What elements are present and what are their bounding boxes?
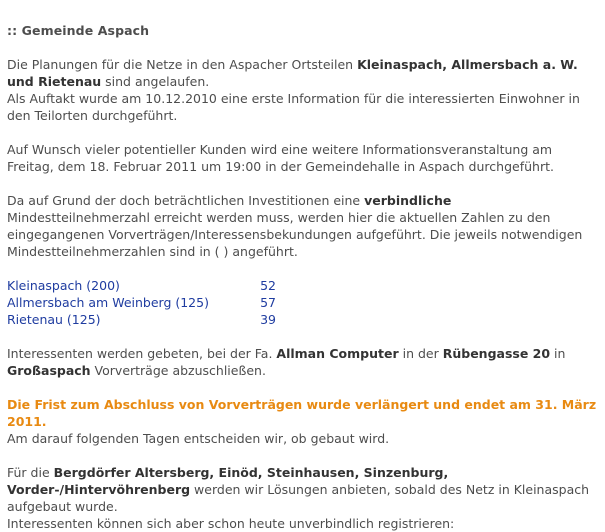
deadline-paragraph [7, 396, 598, 447]
list-item-value: 52 [260, 278, 276, 293]
p6-villages: Bergdörfer Altersberg, Einöd, Steinhausen, Sinzenburg, Vorder-/Hintervöhrenberg [7, 465, 449, 497]
p4-company: Allman Computer [276, 346, 399, 361]
p1-text-a: Die Planungen für die Netze in den Aspacher Ortsteilen [7, 57, 358, 72]
list-item [7, 294, 598, 311]
p3-text-a: Da auf Grund der doch beträchtlichen Investitionen eine [7, 193, 365, 208]
p4-street: Rübengasse 20 [442, 346, 551, 361]
p3-binding: verbindliche [364, 193, 452, 208]
list-item [7, 277, 598, 294]
list-item-value: 39 [260, 312, 276, 327]
page-title: :: Gemeinde Aspach [7, 23, 150, 38]
event-paragraph: Auf Wunsch vieler potentieller Kunden wird eine weitere Informationsveranstaltung am Freitag, dem 18. Februar 2011 um 19:00 in der Gemeindehalle in Aspach durchgeführt. [7, 142, 554, 174]
villages-paragraph [7, 464, 598, 532]
p4-text-e: in [550, 346, 566, 361]
p3-text-c: Mindestteilnehmerzahl erreicht werden muss, werden hier die aktuellen Zahlen zu den eingegangenen Vorverträgen/Interessensbekundungen aufgeführt. Die jeweils notwendigen Mindestteilnehmerzahlen sind in ( ) angeführt. [7, 210, 583, 259]
list-item-name: Allmersbach am Weinberg (125) [7, 295, 209, 310]
subscriber-count-list [7, 277, 598, 328]
p1-text-c: sind angelaufen. [101, 74, 210, 89]
p4-town: Großaspach [7, 363, 91, 378]
list-item-value: 57 [260, 295, 276, 310]
p6-text-d: Interessenten können sich aber schon heute unverbindlich registrieren: [7, 516, 455, 531]
deadline-rest: Am darauf folgenden Tagen entscheiden wir, ob gebaut wird. [7, 431, 390, 446]
deadline-highlight: Die Frist zum Abschluss von Vorverträgen wurde verlängert und endet am 31. März 2011. [7, 397, 597, 429]
planning-paragraph [7, 56, 598, 124]
p4-text-c: in der [398, 346, 443, 361]
contract-paragraph [7, 345, 598, 379]
list-item [7, 311, 598, 328]
p1-text-d: Als Auftakt wurde am 10.12.2010 eine erste Information für die interessierten Einwohner in den Teilorten durchgeführt. [7, 91, 580, 123]
p6-text-a: Für die [7, 465, 54, 480]
minimum-paragraph [7, 192, 598, 260]
p1-districts: Kleinaspach, Allmersbach a. W. und Rietenau [7, 57, 578, 89]
p4-text-a: Interessenten werden gebeten, bei der Fa. [7, 346, 277, 361]
list-item-name: Rietenau (125) [7, 312, 101, 327]
p4-text-g: Vorverträge abzuschließen. [90, 363, 266, 378]
list-item-name: Kleinaspach (200) [7, 278, 120, 293]
p6-text-c: werden wir Lösungen anbieten, sobald des Netz in Kleinaspach aufgebaut wurde. [7, 482, 590, 514]
